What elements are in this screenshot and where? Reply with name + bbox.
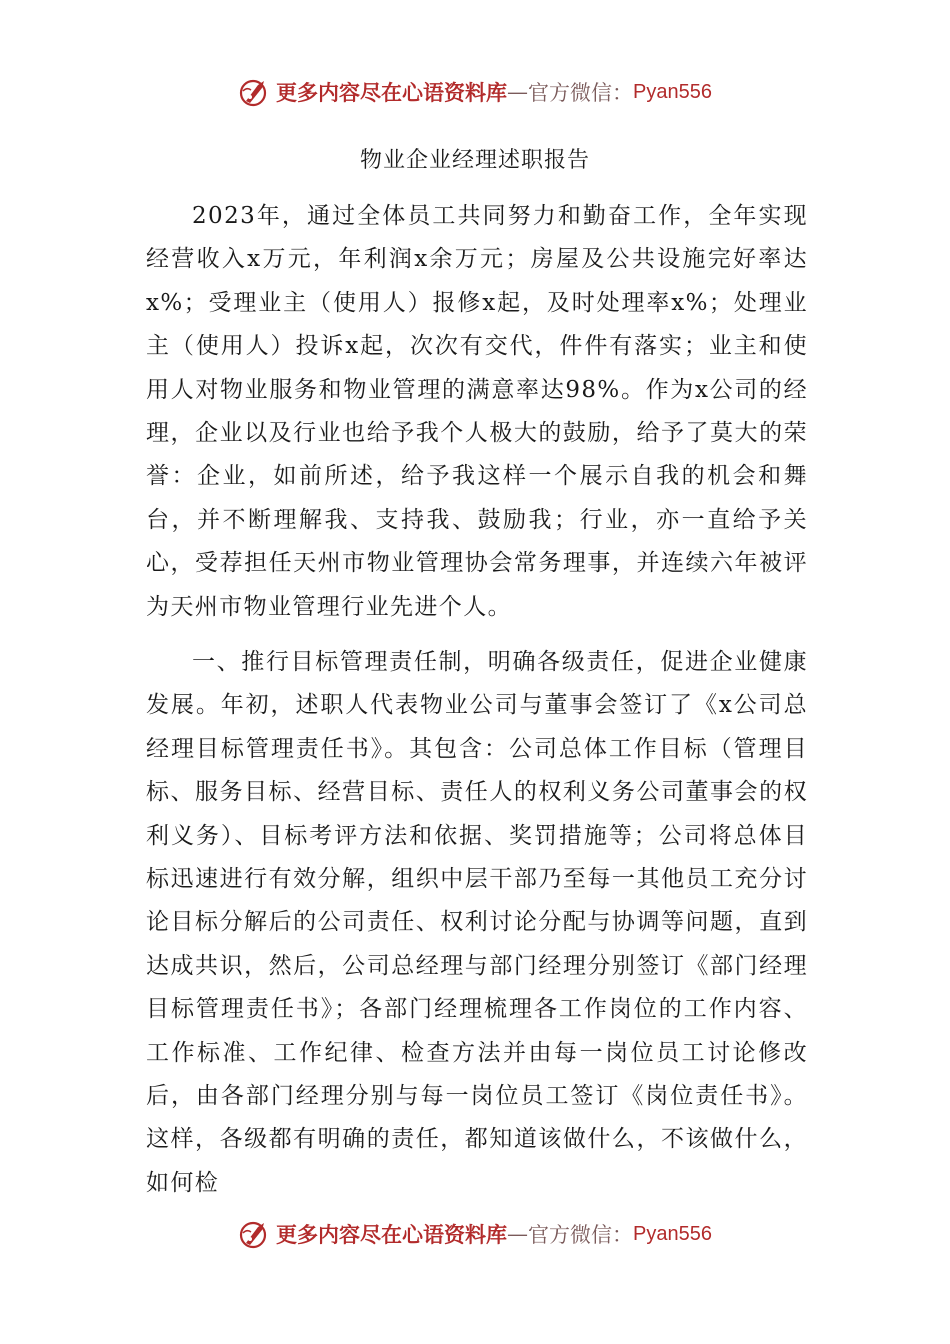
banner-dash: — xyxy=(507,1222,529,1246)
body-paragraph-block-2 xyxy=(146,641,808,1205)
banner-wechat-label: 官方微信： xyxy=(528,1223,634,1247)
banner-dash: — xyxy=(507,80,529,104)
banner-main-text: 更多内容尽在心语资料库 xyxy=(276,1222,508,1247)
banner-main-text: 更多内容尽在心语资料库 xyxy=(276,80,508,105)
banner-wechat-id: Pyan556 xyxy=(633,1222,712,1245)
body-paragraph: 一、推行目标管理责任制，明确各级责任，促进企业健康发展。年初，述职人代表物业公司与董事会签订了《x公司总经理目标管理责任书》。其包含：公司总体工作目标（管理目标、服务目标、经营目标、责任人的权利义务公司董事会的权利义务）、目标考评方法和依据、奖罚措施等；公司将总体目标迅速进行有效分解，组织中层干部乃至每一其他员工充分讨论目标分解后的公司责任、权利讨论分配与协调等问题，直到达成共识，然后，公司总经理与部门经理分别签订《部门经理目标管理责任书》；各部门经理梳理各工作岗位的工作内容、工作标准、工作纪律、检查方法并由每一岗位员工讨论修改后，由各部门经理分别与每一岗位员工签订《岗位责任书》。这样，各级都有明确的责任，都知道该做什么，不该做什么，如何检 xyxy=(146,649,808,1196)
banner-wechat-id: Pyan556 xyxy=(633,80,712,103)
watermark-banner-bottom xyxy=(0,1214,950,1254)
pen-nib-logo-icon xyxy=(238,75,272,109)
document-title: 物业企业经理述职报告 xyxy=(359,148,590,173)
banner-wechat-label: 官方微信： xyxy=(528,81,634,105)
body-paragraph-block-1 xyxy=(146,195,808,629)
pen-nib-logo-icon xyxy=(238,1217,272,1251)
body-paragraph: 2023年，通过全体员工共同努力和勤奋工作，全年实现经营收入x万元，年利润x余万元；房屋及公共设施完好率达x%；受理业主（使用人）报修x起，及时处理率x%；处理业主（使用人）投诉x起，次次有交代，件件有落实；业主和使用人对物业服务和物业管理的满意率达98%。作为x公司的经理，企业以及行业也给予我个人极大的鼓励，给予了莫大的荣誉：企业，如前所述，给予我这样一个展示自我的机会和舞台，并不断理解我、支持我、鼓励我；行业，亦一直给予关心，受荐担任天州市物业管理协会常务理事，并连续六年被评为天州市物业管理行业先进个人。 xyxy=(146,203,808,620)
watermark-banner-top xyxy=(0,72,950,112)
